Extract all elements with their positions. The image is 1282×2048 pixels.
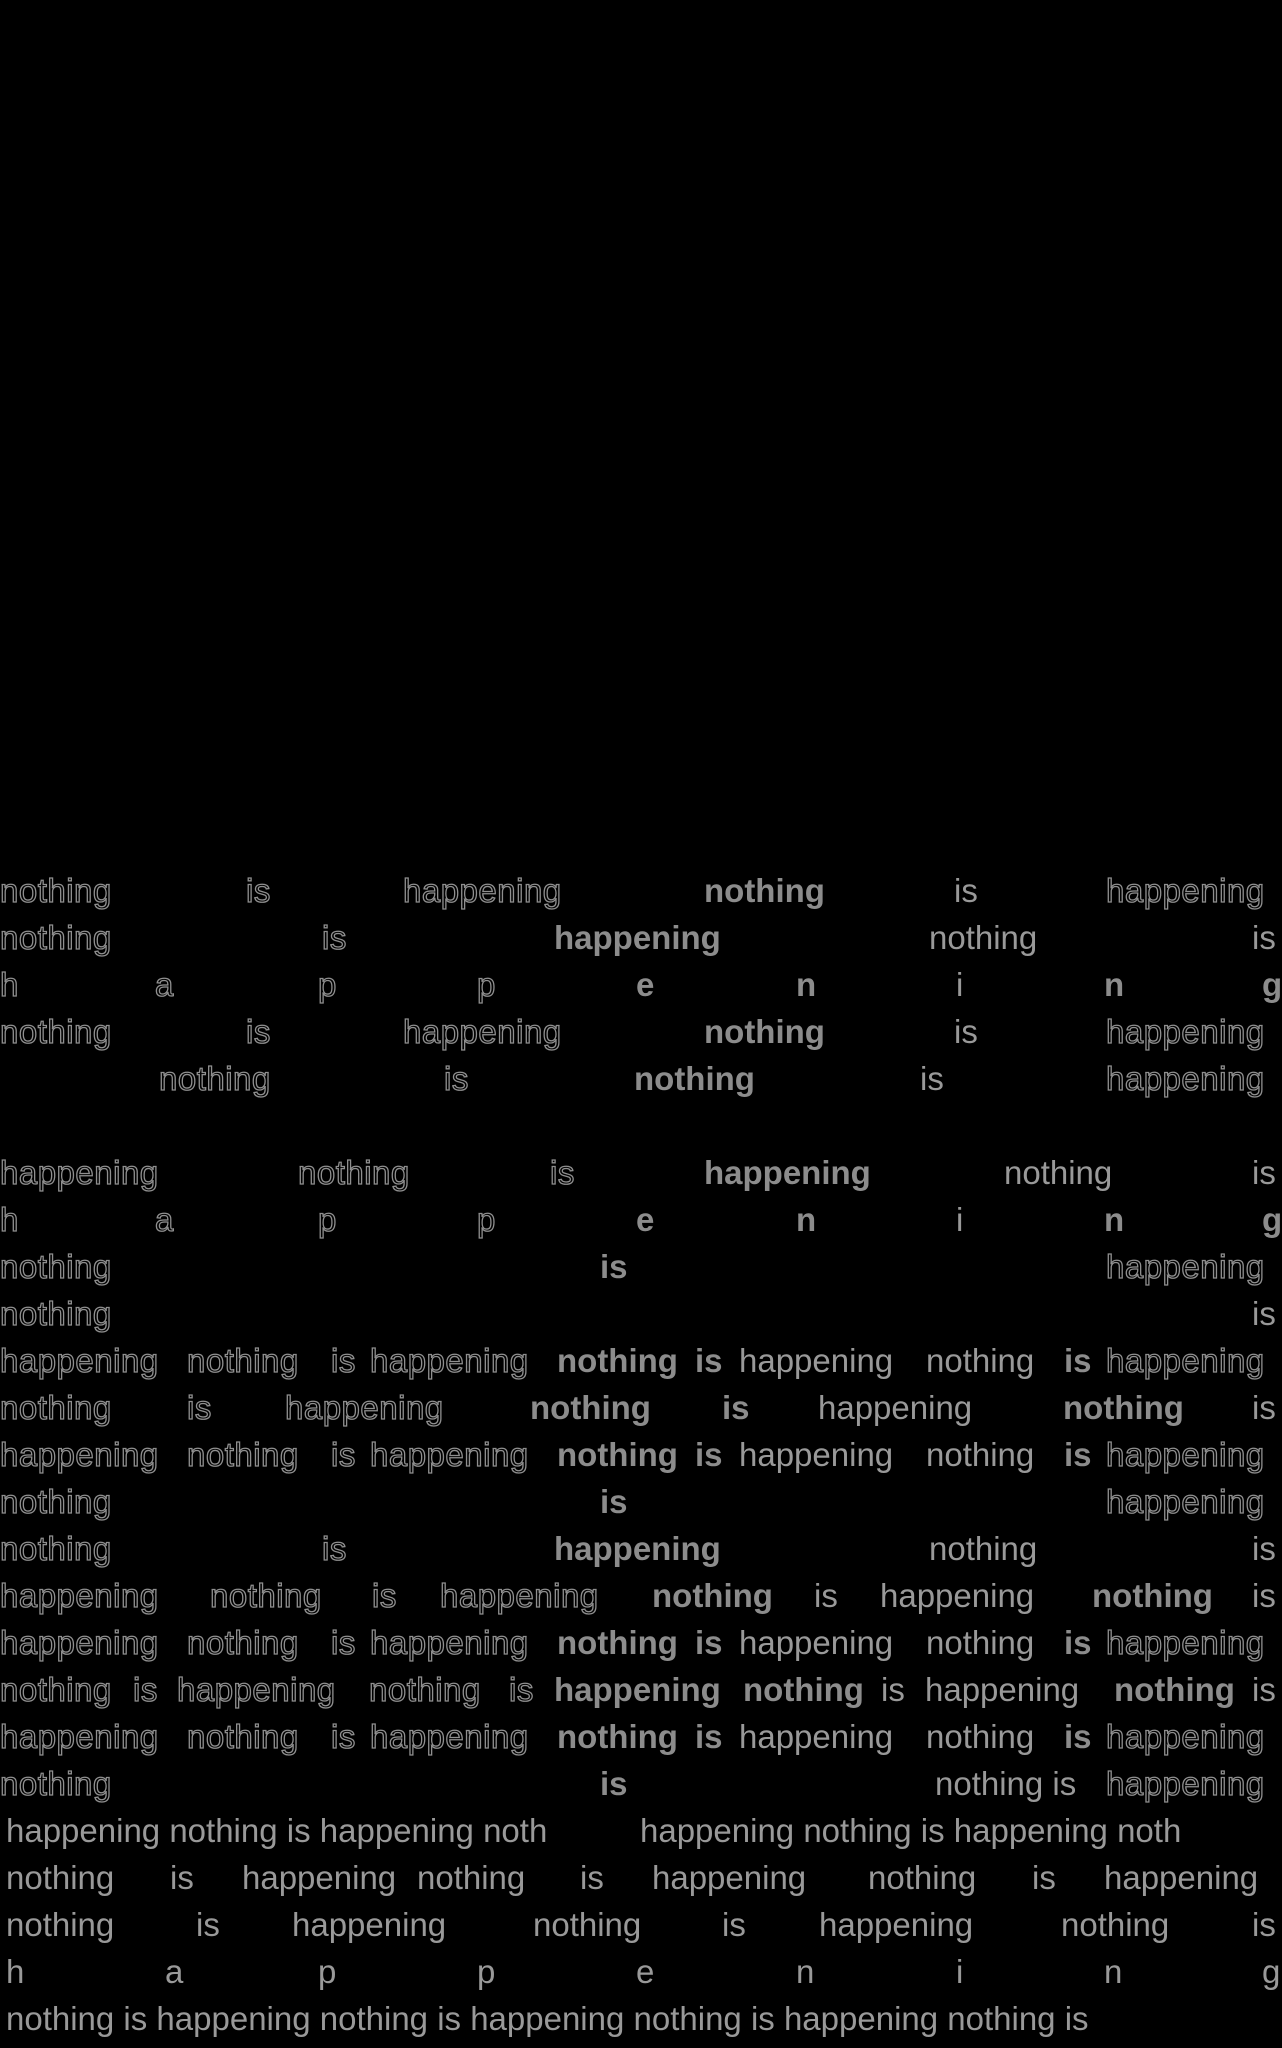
word: happening [1106, 1436, 1265, 1473]
text-line [0, 1106, 1280, 1146]
text-line [0, 918, 1280, 958]
text-line [0, 1529, 1280, 1569]
word: is [1252, 1389, 1276, 1426]
word: happening [554, 1671, 721, 1708]
word: p [318, 966, 337, 1003]
word: nothing [634, 1060, 755, 1097]
word: is [331, 1342, 356, 1379]
word: is [1064, 1624, 1092, 1661]
text-line [0, 1388, 1280, 1428]
word: is [322, 919, 347, 956]
word: nothing [369, 1671, 481, 1708]
word: happening [739, 1342, 894, 1379]
word: nothing [0, 1765, 112, 1802]
word: is [695, 1718, 723, 1755]
word: nothing [0, 872, 112, 909]
word: nothing [6, 1906, 115, 1943]
word: nothing [557, 1718, 678, 1755]
word: is [1064, 1342, 1092, 1379]
word: is [331, 1436, 356, 1473]
word: is [1252, 1154, 1276, 1191]
word: nothing [210, 1577, 322, 1614]
word: is [600, 1765, 628, 1802]
word: is [331, 1718, 356, 1755]
word: nothing [743, 1671, 864, 1708]
word: is [695, 1342, 723, 1379]
word: nothing [926, 1342, 1035, 1379]
word: nothing is [935, 1765, 1077, 1802]
word: is [196, 1906, 220, 1943]
word: nothing [929, 1530, 1038, 1567]
word: nothing [1114, 1671, 1235, 1708]
word: is [1252, 1671, 1276, 1708]
word: e [636, 1201, 655, 1238]
word: happening [1106, 1248, 1265, 1285]
word: happening [403, 872, 562, 909]
word: happening [704, 1154, 871, 1191]
word: happening [370, 1342, 529, 1379]
word: g [1262, 1201, 1282, 1238]
word: happening [242, 1859, 397, 1896]
word: happening [1106, 1718, 1265, 1755]
word: happening [1106, 1765, 1265, 1802]
word: nothing [652, 1577, 773, 1614]
word: happening [1104, 1859, 1259, 1896]
word: happening [403, 1013, 562, 1050]
word: is [550, 1154, 575, 1191]
word: nothing [926, 1718, 1035, 1755]
word: is [246, 1013, 271, 1050]
word: nothing [926, 1436, 1035, 1473]
word: nothing [530, 1389, 651, 1426]
word: is [187, 1389, 212, 1426]
word: e [636, 966, 655, 1003]
word: nothing [187, 1436, 299, 1473]
word: happening [925, 1671, 1080, 1708]
word: nothing [704, 872, 825, 909]
word: nothing [533, 1906, 642, 1943]
word: nothing [159, 1060, 271, 1097]
word: nothing [417, 1859, 526, 1896]
word: nothing [926, 1624, 1035, 1661]
word: is [331, 1624, 356, 1661]
word: n [1104, 966, 1125, 1003]
word: is [1064, 1718, 1092, 1755]
word: is [1064, 1436, 1092, 1473]
word: is [695, 1624, 723, 1661]
word: happening [1106, 1060, 1265, 1097]
word: nothing [6, 1859, 115, 1896]
text-line [0, 1012, 1280, 1052]
word: nothing [187, 1624, 299, 1661]
word: happening [370, 1624, 529, 1661]
word: is [814, 1577, 838, 1614]
word: happening [0, 1577, 159, 1614]
word: h [0, 966, 19, 1003]
word: happening nothing is happening noth [6, 1812, 548, 1849]
word: p [477, 1953, 496, 1990]
text-line [0, 1435, 1280, 1475]
word: happening [1106, 1483, 1265, 1520]
word: n [796, 966, 817, 1003]
word: nothing [0, 1671, 112, 1708]
word: happening [554, 1530, 721, 1567]
word: nothing [0, 1530, 112, 1567]
word: happening [370, 1436, 529, 1473]
word: nothing [0, 1483, 112, 1520]
text-line [0, 1482, 1280, 1522]
word: happening [0, 1436, 159, 1473]
text-line [0, 1952, 1280, 1992]
word: nothing is happening nothing is happening nothing is happening nothing is [6, 2000, 1089, 2037]
word: happening [0, 1718, 159, 1755]
word: happening [0, 1342, 159, 1379]
word: nothing [1004, 1154, 1113, 1191]
word: nothing [868, 1859, 977, 1896]
word: happening [739, 1718, 894, 1755]
word: happening [819, 1906, 974, 1943]
word: is [1252, 1577, 1276, 1614]
text-line [0, 1294, 1280, 1334]
word: i [956, 1953, 964, 1990]
text-line [0, 1905, 1280, 1945]
word: is [170, 1859, 194, 1896]
word: nothing [1061, 1906, 1170, 1943]
text-line [0, 1858, 1280, 1898]
word: is [1252, 1530, 1276, 1567]
word: p [318, 1953, 337, 1990]
word: nothing [704, 1013, 825, 1050]
word: a [155, 966, 174, 1003]
word: happening [1106, 1013, 1265, 1050]
word: i [956, 1201, 964, 1238]
word: happening [440, 1577, 599, 1614]
word: p [318, 1201, 337, 1238]
word: happening [1106, 1624, 1265, 1661]
word: is [444, 1060, 469, 1097]
word: nothing [0, 1295, 112, 1332]
word: nothing [557, 1342, 678, 1379]
word: is [133, 1671, 158, 1708]
text-line [0, 871, 1280, 911]
word: nothing [1092, 1577, 1213, 1614]
word: nothing [557, 1624, 678, 1661]
word: happening [292, 1906, 447, 1943]
word: happening [818, 1389, 973, 1426]
word: g [1262, 966, 1282, 1003]
word: nothing [0, 1248, 112, 1285]
word: a [155, 1201, 174, 1238]
word: nothing [0, 1013, 112, 1050]
word: happening [652, 1859, 807, 1896]
word: is [1252, 919, 1276, 956]
word: n [796, 1201, 817, 1238]
word: is [722, 1906, 746, 1943]
word: happening nothing is happening noth [640, 1812, 1182, 1849]
word: n [1104, 1953, 1123, 1990]
word: is [1032, 1859, 1056, 1896]
word: is [322, 1530, 347, 1567]
word: is [954, 872, 978, 909]
text-line [0, 1059, 1280, 1099]
word: i [956, 966, 964, 1003]
word: is [580, 1859, 604, 1896]
word: h [6, 1953, 25, 1990]
word: happening [370, 1718, 529, 1755]
word: is [246, 872, 271, 909]
text-line [0, 965, 1280, 1005]
word: is [881, 1671, 905, 1708]
word: happening [739, 1624, 894, 1661]
word: happening [177, 1671, 336, 1708]
word: happening [285, 1389, 444, 1426]
word: happening [1106, 872, 1265, 909]
text-line [0, 1811, 1280, 1851]
word: p [477, 1201, 496, 1238]
word: nothing [557, 1436, 678, 1473]
word: is [600, 1248, 628, 1285]
word: is [509, 1671, 534, 1708]
word: is [954, 1013, 978, 1050]
word: n [796, 1953, 815, 1990]
word: p [477, 966, 496, 1003]
word: happening [880, 1577, 1035, 1614]
word: nothing [1063, 1389, 1184, 1426]
word: happening [0, 1154, 159, 1191]
word: is [1252, 1906, 1276, 1943]
word: happening [0, 1624, 159, 1661]
text-line [0, 1623, 1280, 1663]
text-line [0, 1200, 1280, 1240]
word: nothing [0, 919, 112, 956]
text-line [0, 1341, 1280, 1381]
word: nothing [0, 1389, 112, 1426]
word: nothing [187, 1342, 299, 1379]
text-line [0, 1247, 1280, 1287]
text-line [0, 1576, 1280, 1616]
word: e [636, 1953, 655, 1990]
word: n [1104, 1201, 1125, 1238]
word: is [600, 1483, 628, 1520]
text-line [0, 1999, 1280, 2039]
text-line [0, 1717, 1280, 1757]
word: happening [554, 919, 721, 956]
word: h [0, 1201, 19, 1238]
text-line [0, 1670, 1280, 1710]
word: is [372, 1577, 397, 1614]
text-line [0, 1153, 1280, 1193]
word: nothing [187, 1718, 299, 1755]
word: nothing [929, 919, 1038, 956]
word: is [695, 1436, 723, 1473]
word: nothing [298, 1154, 410, 1191]
word: is [920, 1060, 944, 1097]
text-line [0, 1764, 1280, 1804]
word: is [722, 1389, 750, 1426]
word: is [1252, 1295, 1276, 1332]
word: g [1262, 1953, 1281, 1990]
word: happening [1106, 1342, 1265, 1379]
word: happening [739, 1436, 894, 1473]
word: a [165, 1953, 184, 1990]
